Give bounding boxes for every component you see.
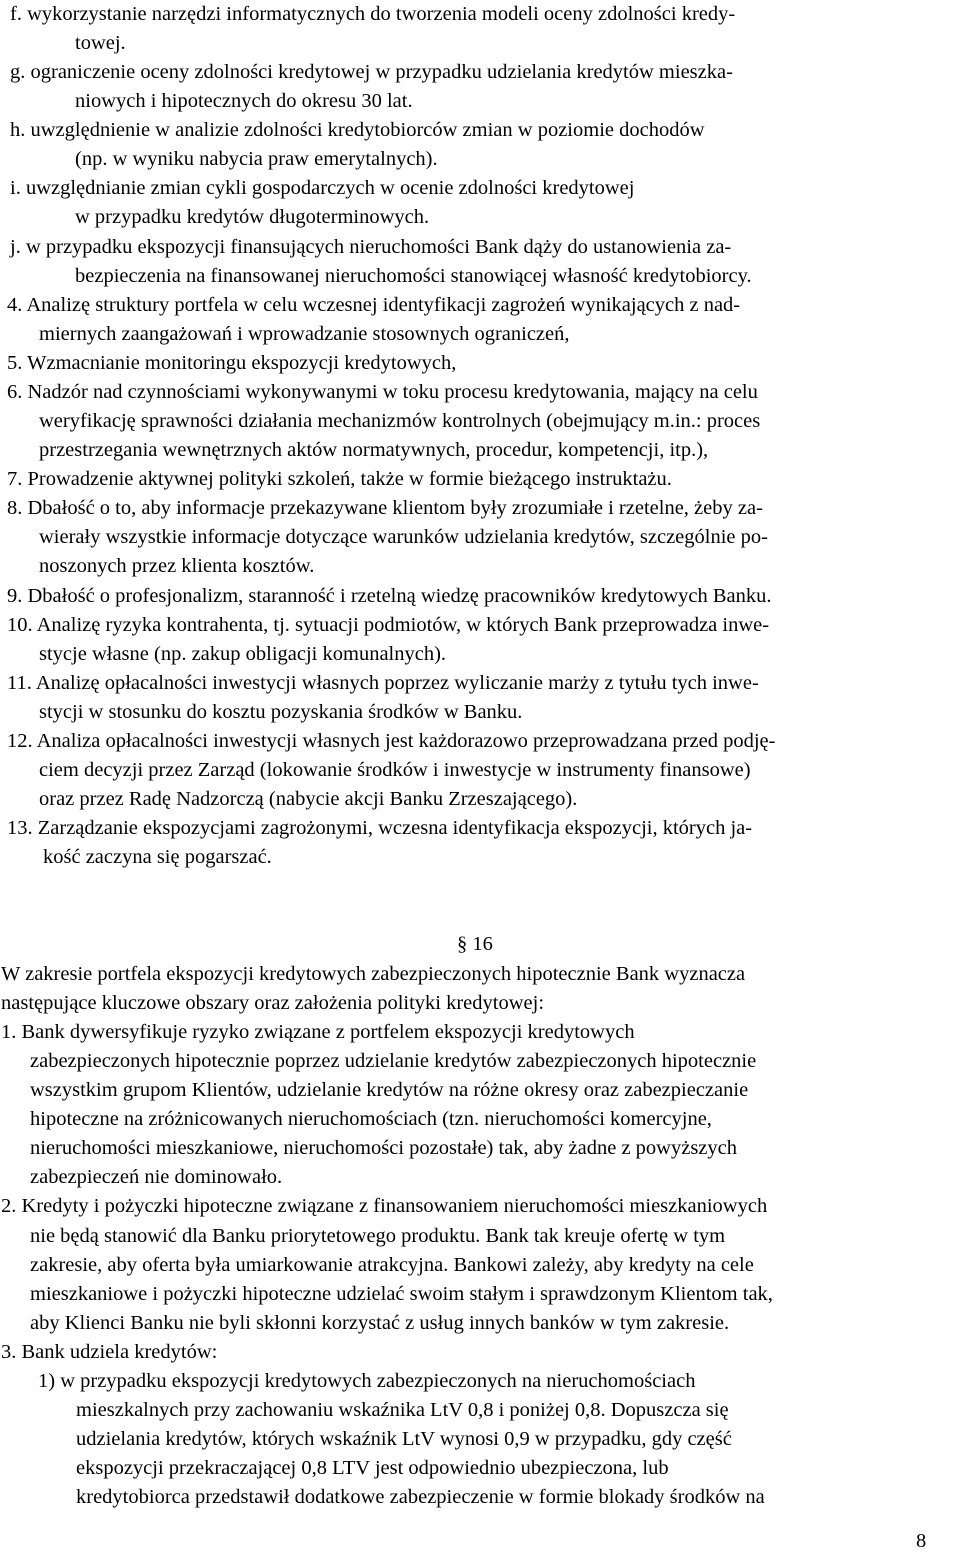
text-line: (np. w wyniku nabycia praw emerytalnych). — [75, 148, 438, 170]
text-line: zakresie, aby oferta była umiarkowanie atrakcyjna. Bankowi zależy, aby kredyty na cele — [30, 1254, 754, 1276]
text-line: 1) w przypadku ekspozycji kredytowych zabezpieczonych na nieruchomościach — [38, 1370, 696, 1392]
page-number: 8 — [916, 1530, 927, 1552]
text-line: 1. Bank dywersyfikuje ryzyko związane z portfelem ekspozycji kredytowych — [1, 1021, 635, 1043]
text-line: h. uwzględnienie w analizie zdolności kredytobiorców zmian w poziomie dochodów — [10, 119, 705, 141]
text-line: f. wykorzystanie narzędzi informatycznych do tworzenia modeli oceny zdolności kredy- — [10, 3, 736, 25]
text-line: 3. Bank udziela kredytów: — [1, 1341, 218, 1363]
text-line: ekspozycji przekraczającej 0,8 LTV jest odpowiednio ubezpieczona, lub — [76, 1457, 669, 1479]
text-line: miernych zaangażowań i wprowadzanie stosownych ograniczeń, — [39, 323, 570, 345]
text-line: 5. Wzmacnianie monitoringu ekspozycji kredytowych, — [7, 352, 457, 374]
text-line: 10. Analizę ryzyka kontrahenta, tj. sytuacji podmiotów, w których Bank przeprowadza inwe- — [7, 614, 770, 636]
text-line: 9. Dbałość o profesjonalizm, staranność i rzetelną wiedzę pracowników kredytowych Banku. — [7, 585, 772, 607]
text-line: i. uwzględnianie zmian cykli gospodarczych w ocenie zdolności kredytowej — [10, 177, 635, 199]
text-line: ciem decyzji przez Zarząd (lokowanie środków i inwestycje w instrumenty finansowe) — [39, 759, 751, 781]
text-line: weryfikację sprawności działania mechanizmów kontrolnych (obejmujący m.in.: proces — [39, 410, 761, 432]
text-line: 12. Analiza opłacalności inwestycji własnych jest każdorazowo przeprowadzana przed podję- — [7, 730, 776, 752]
text-line: kość zaczyna się pogarszać. — [43, 846, 272, 868]
text-line: 7. Prowadzenie aktywnej polityki szkoleń, także w formie bieżącego instruktażu. — [7, 468, 672, 490]
text-line: następujące kluczowe obszary oraz założenia polityki kredytowej: — [1, 992, 545, 1014]
text-line: stycje własne (np. zakup obligacji komunalnych). — [39, 643, 447, 665]
text-line: aby Klienci Banku nie byli skłonni korzystać z usług innych banków w tym zakresie. — [30, 1312, 730, 1334]
text-line: g. ograniczenie oceny zdolności kredytowej w przypadku udzielania kredytów mieszka- — [10, 61, 733, 83]
text-line: hipoteczne na zróżnicowanych nieruchomościach (tzn. nieruchomości komercyjne, — [30, 1108, 712, 1130]
text-line: kredytobiorca przedstawił dodatkowe zabezpieczenie w formie blokady środków na — [76, 1486, 765, 1508]
text-line: bezpieczenia na finansowanej nieruchomości stanowiącej własność kredytobiorcy. — [75, 265, 752, 287]
text-line: 8. Dbałość o to, aby informacje przekazywane klientom były zrozumiałe i rzetelne, żeby za- — [7, 497, 763, 519]
text-line: udzielania kredytów, których wskaźnik LtV wynosi 0,9 w przypadku, gdy część — [76, 1428, 732, 1450]
text-line: 13. Zarządzanie ekspozycjami zagrożonymi, wczesna identyfikacja ekspozycji, których ja- — [7, 817, 753, 839]
text-line: oraz przez Radę Nadzorczą (nabycie akcji Banku Zrzeszającego). — [39, 788, 578, 810]
text-line: j. w przypadku ekspozycji finansujących nieruchomości Bank dąży do ustanowienia za- — [10, 236, 732, 258]
text-line: 6. Nadzór nad czynnościami wykonywanymi w toku procesu kredytowania, mający na celu — [7, 381, 758, 403]
text-line: przestrzegania wewnętrznych aktów normatywnych, procedur, kompetencji, itp.), — [39, 439, 709, 461]
text-line: mieszkalnych przy zachowaniu wskaźnika LtV 0,8 i poniżej 0,8. Dopuszcza się — [76, 1399, 729, 1421]
text-line: stycji w stosunku do kosztu pozyskania środków w Banku. — [39, 701, 523, 723]
text-line: zabezpieczonych hipotecznie poprzez udzielanie kredytów zabezpieczonych hipotecznie — [30, 1050, 757, 1072]
text-line: w przypadku kredytów długoterminowych. — [75, 206, 430, 228]
text-line: 4. Analizę struktury portfela w celu wczesnej identyfikacji zagrożeń wynikających z nad- — [7, 294, 741, 316]
text-line: nieruchomości mieszkaniowe, nieruchomości pozostałe) tak, aby żadne z powyższych — [30, 1137, 737, 1159]
text-line: towej. — [75, 32, 126, 54]
section-heading: § 16 — [457, 933, 493, 955]
text-line: mieszkaniowe i pożyczki hipoteczne udzielać swoim stałym i sprawdzonym Klientom tak, — [30, 1283, 773, 1305]
text-line: 11. Analizę opłacalności inwestycji własnych poprzez wyliczanie marży z tytułu tych inwe- — [7, 672, 759, 694]
text-line: niowych i hipotecznych do okresu 30 lat. — [75, 90, 413, 112]
text-line: nie będą stanowić dla Banku priorytetowego produktu. Bank tak kreuje ofertę w tym — [30, 1225, 726, 1247]
text-line: wszystkim grupom Klientów, udzielanie kredytów na różne okresy oraz zabezpieczanie — [30, 1079, 749, 1101]
text-line: wierały wszystkie informacje dotyczące warunków udzielania kredytów, szczególnie po- — [39, 526, 768, 548]
text-line: zabezpieczeń nie dominowało. — [30, 1166, 283, 1188]
text-line: 2. Kredyty i pożyczki hipoteczne związane z finansowaniem nieruchomości mieszkaniowych — [1, 1195, 768, 1217]
text-line: noszonych przez klienta kosztów. — [39, 555, 315, 577]
text-line: W zakresie portfela ekspozycji kredytowych zabezpieczonych hipotecznie Bank wyznacza — [1, 963, 746, 985]
